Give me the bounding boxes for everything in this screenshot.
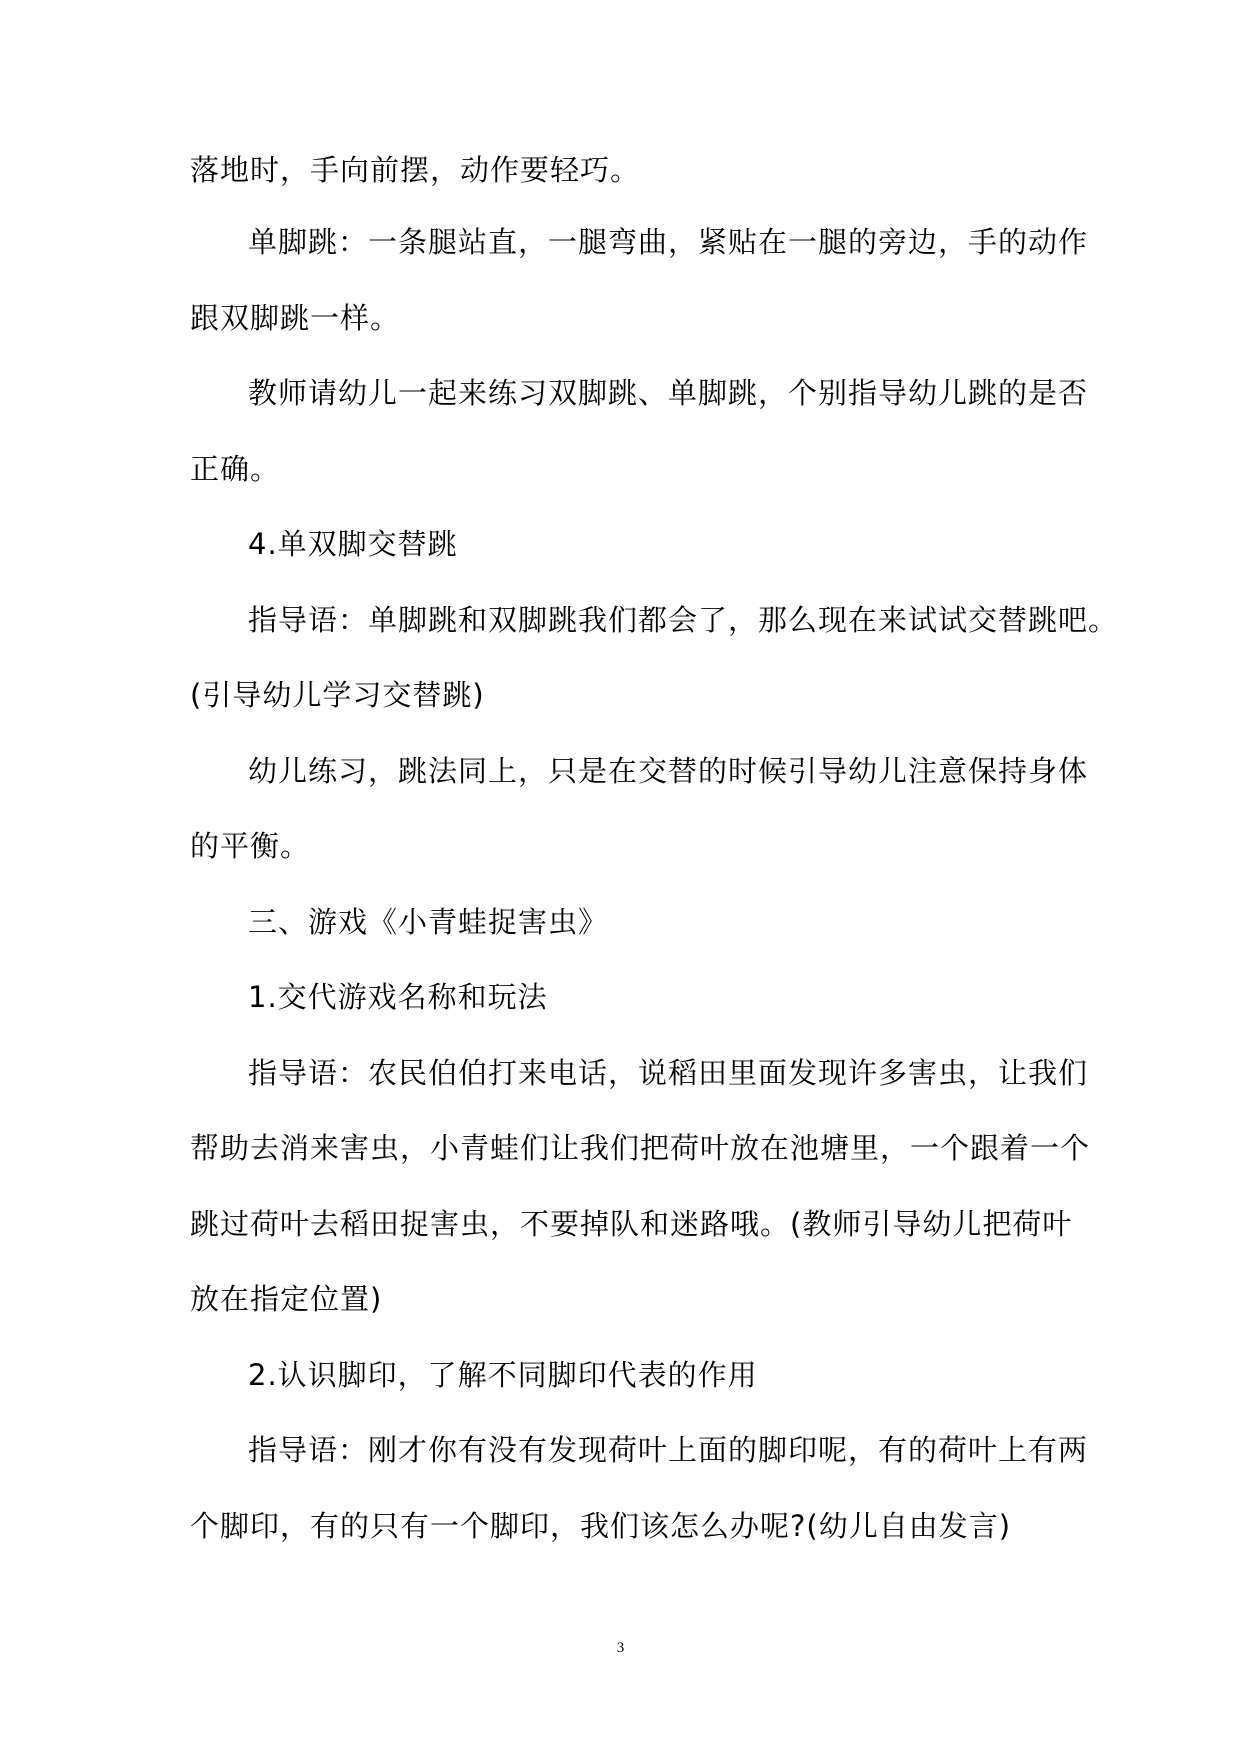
paragraph-line: 跟双脚跳一样。 (190, 301, 401, 335)
paragraph-line: 落地时，手向前摆，动作要轻巧。 (190, 153, 641, 187)
paragraph-line: 的平衡。 (190, 829, 311, 863)
paragraph-line: 指导语：单脚跳和双脚跳我们都会了，那么现在来试试交替跳吧。 (248, 603, 1119, 637)
section-heading: 三、游戏《小青蛙捉害虫》 (248, 905, 609, 939)
paragraph-line: 幼儿练习，跳法同上，只是在交替的时候引导幼儿注意保持身体 (248, 754, 1089, 788)
paragraph-line: 指导语：刚才你有没有发现荷叶上面的脚印呢，有的荷叶上有两 (248, 1433, 1089, 1467)
paragraph-line: 放在指定位置) (190, 1282, 383, 1316)
paragraph-line: 帮助去消来害虫，小青蛙们让我们把荷叶放在池塘里，一个跟着一个 (190, 1131, 1091, 1165)
section-heading: 1.交代游戏名称和玩法 (248, 980, 548, 1014)
paragraph-line: 指导语：农民伯伯打来电话，说稻田里面发现许多害虫，让我们 (248, 1056, 1089, 1090)
paragraph-line: (引导幼儿学习交替跳) (190, 678, 485, 712)
paragraph-line: 单脚跳：一条腿站直，一腿弯曲，紧贴在一腿的旁边，手的动作 (248, 225, 1089, 259)
page-number: 3 (616, 1640, 625, 1656)
paragraph-line: 跳过荷叶去稻田捉害虫，不要掉队和迷路哦。(教师引导幼儿把荷叶 (190, 1207, 1073, 1241)
paragraph-line: 教师请幼儿一起来练习双脚跳、单脚跳，个别指导幼儿跳的是否 (248, 376, 1089, 410)
section-heading: 4.单双脚交替跳 (248, 527, 458, 561)
paragraph-line: 个脚印，有的只有一个脚印，我们该怎么办呢?(幼儿自由发言) (190, 1509, 1012, 1543)
paragraph-line: 正确。 (190, 452, 281, 486)
section-heading: 2.认识脚印，了解不同脚印代表的作用 (248, 1358, 758, 1392)
